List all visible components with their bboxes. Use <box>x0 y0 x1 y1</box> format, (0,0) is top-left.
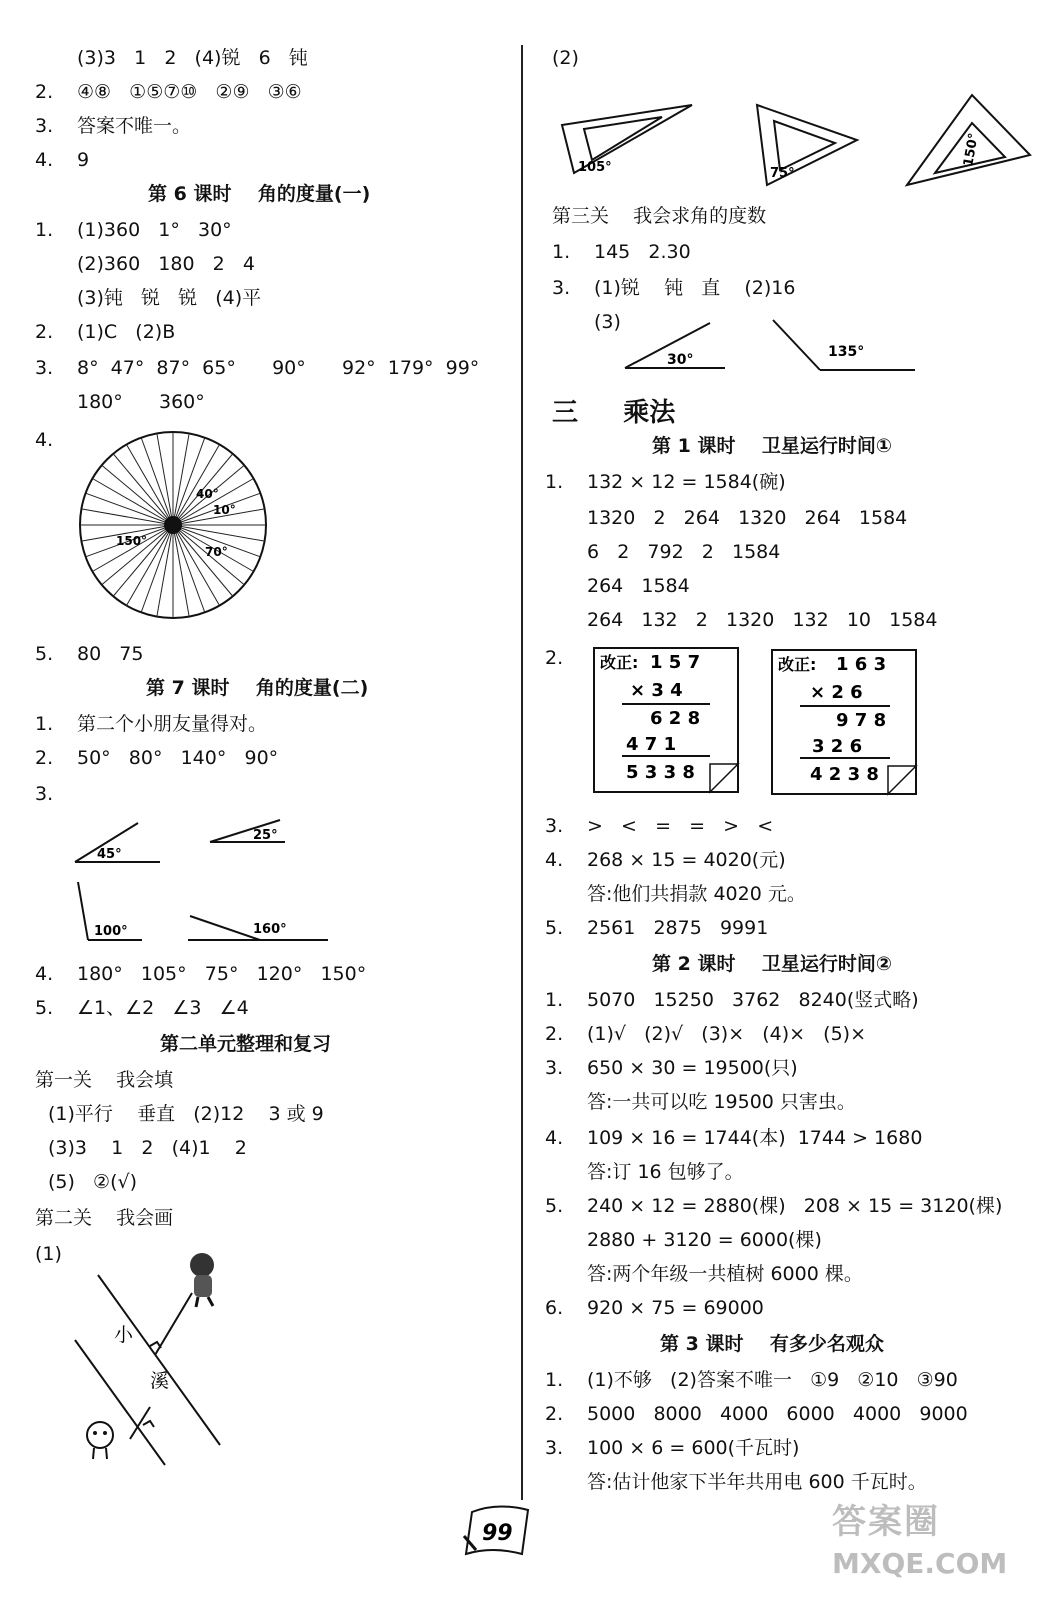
lesson-heading: 第 1 课时 卫星运行时间① <box>652 435 892 457</box>
answer-line: 3. 答案不唯一。 <box>35 115 192 137</box>
svg-text:1 5 7: 1 5 7 <box>650 652 701 673</box>
answer-line: 180° 360° <box>77 391 205 413</box>
angle-label-150: 150° <box>961 131 982 168</box>
answer-line: 3. > < = = > < <box>545 815 774 837</box>
lesson-heading: 第 6 课时 角的度量(一) <box>148 183 371 205</box>
section-title: 第一关 我会填 <box>35 1069 174 1091</box>
column-divider <box>521 45 523 1500</box>
answer-line: (5) ②(√) <box>48 1171 137 1193</box>
answer-line: 6 2 792 2 1584 <box>587 541 781 563</box>
svg-text:4 2 3 8: 4 2 3 8 <box>810 764 879 785</box>
answer-line: 5. ∠1、∠2 ∠3 ∠4 <box>35 997 249 1019</box>
svg-text:6 2 8: 6 2 8 <box>650 708 701 729</box>
answer-line: 4. 109 × 16 = 1744(本) 1744 > 1680 <box>545 1127 923 1149</box>
answer-line: 4. 9 <box>35 149 90 171</box>
svg-text:5 3 3 8: 5 3 3 8 <box>626 762 695 783</box>
answer-line: 4. <box>35 429 54 451</box>
answer-line: 2880 + 3120 = 6000(棵) <box>587 1229 822 1251</box>
answer-line: 3. (1)锐 钝 直 (2)16 <box>552 277 796 299</box>
answer-line: (2) <box>552 47 579 69</box>
answer-line: 2. 5000 8000 4000 6000 4000 9000 <box>545 1403 968 1425</box>
svg-text:3 2 6: 3 2 6 <box>812 736 863 757</box>
svg-text:× 3 4: × 3 4 <box>630 680 683 701</box>
answer-line: 2. <box>545 647 564 669</box>
answer-line: (2)360 180 2 4 <box>77 253 255 275</box>
cartoon-sheep-icon <box>87 1422 113 1459</box>
angle-figures <box>625 318 920 376</box>
creek-label: 小 <box>114 1324 134 1346</box>
answer-line: 答:他们共捐款 4020 元。 <box>587 883 806 905</box>
answer-line: 3. 650 × 30 = 19500(只) <box>545 1057 798 1079</box>
creek-label: 溪 <box>150 1370 170 1392</box>
answer-line: (1) <box>35 1243 62 1265</box>
angle-label-105: 105° <box>578 160 612 175</box>
answer-line: (3) <box>594 311 621 333</box>
answer-line: 1. (1)不够 (2)答案不唯一 ①9 ②10 ③90 <box>545 1369 958 1391</box>
protractor-figure <box>78 430 268 620</box>
answer-line: (1)平行 垂直 (2)12 3 或 9 <box>48 1103 324 1125</box>
section-title: 第三关 我会求角的度数 <box>552 205 767 227</box>
angle-label-70: 70° <box>205 545 228 559</box>
answer-line: 5. 80 75 <box>35 643 144 665</box>
watermark-logo: 答案圈 <box>832 1502 940 1542</box>
answer-line: 2. 50° 80° 140° 90° <box>35 747 279 769</box>
answer-line: (3)3 1 2 (4)锐 6 钝 <box>77 47 308 69</box>
svg-text:9 7 8: 9 7 8 <box>836 710 887 731</box>
answer-line: 264 1584 <box>587 575 690 597</box>
svg-text:改正:: 改正: <box>778 655 817 674</box>
answer-line: 1. 132 × 12 = 1584(碗) <box>545 471 786 493</box>
section-title: 第二关 我会画 <box>35 1207 174 1229</box>
answer-line: 6. 920 × 75 = 69000 <box>545 1297 764 1319</box>
svg-text:改正:: 改正: <box>600 653 639 672</box>
angle-label-100: 100° <box>94 924 128 939</box>
svg-text:1 6 3: 1 6 3 <box>836 654 887 675</box>
angle-label-160: 160° <box>253 922 287 937</box>
answer-line: 5. 2561 2875 9991 <box>545 917 769 939</box>
lesson-heading: 第 2 课时 卫星运行时间② <box>652 953 892 975</box>
answer-line: 答:一共可以吃 19500 只害虫。 <box>587 1091 856 1113</box>
lesson-heading: 第 3 课时 有多少名观众 <box>660 1333 884 1355</box>
answer-line: 1320 2 264 1320 264 1584 <box>587 507 908 529</box>
svg-text:4 7 1: 4 7 1 <box>626 734 677 755</box>
answer-line: 2. (1)√ (2)√ (3)× (4)× (5)× <box>545 1023 867 1045</box>
cartoon-wolf-icon <box>190 1253 214 1307</box>
angle-label-75: 75° <box>770 166 795 181</box>
unit-title: 三 乘法 <box>552 398 676 428</box>
watermark-url: MXQE.COM <box>832 1547 1008 1580</box>
angle-label-25: 25° <box>253 828 278 843</box>
answer-line: 4. 180° 105° 75° 120° 150° <box>35 963 367 985</box>
answer-line: 1. (1)360 1° 30° <box>35 219 232 241</box>
correction-card-1 <box>592 646 742 796</box>
review-heading: 第二单元整理和复习 <box>160 1033 332 1055</box>
answer-line: (3)3 1 2 (4)1 2 <box>48 1137 247 1159</box>
answer-line: 2. (1)C (2)B <box>35 321 176 343</box>
answer-line: 3. 8° 47° 87° 65° 90° 92° 179° 99° <box>35 357 480 379</box>
page-number-badge <box>462 1500 532 1558</box>
watermark <box>832 1500 1042 1592</box>
angle-figures <box>70 820 340 950</box>
page-number: 99 <box>482 1521 513 1546</box>
svg-text:× 2 6: × 2 6 <box>810 682 863 703</box>
answer-line: (3)钝 锐 锐 (4)平 <box>77 287 262 309</box>
correction-card-2 <box>770 648 920 798</box>
answer-line: 1. 5070 15250 3762 8240(竖式略) <box>545 989 919 1011</box>
answer-line: 4. 268 × 15 = 4020(元) <box>545 849 786 871</box>
answer-line: 5. 240 × 12 = 2880(棵) 208 × 15 = 3120(棵) <box>545 1195 1003 1217</box>
answer-line: 1. 第二个小朋友量得对。 <box>35 713 268 735</box>
angle-label-30: 30° <box>667 352 694 368</box>
answer-line: 3. 100 × 6 = 600(千瓦时) <box>545 1437 800 1459</box>
angle-label-45: 45° <box>97 847 122 862</box>
angle-label-150: 150° <box>116 534 148 548</box>
answer-line: 答:两个年级一共植树 6000 棵。 <box>587 1263 863 1285</box>
answer-line: 3. <box>35 783 54 805</box>
answer-line: 答:估计他家下半年共用电 600 千瓦时。 <box>587 1471 927 1493</box>
answer-line: 2. ④⑧ ①⑤⑦⑩ ②⑨ ③⑥ <box>35 81 302 103</box>
answer-line: 264 132 2 1320 132 10 1584 <box>587 609 938 631</box>
angle-label-40: 40° <box>196 487 219 501</box>
lesson-heading: 第 7 课时 角的度量(二) <box>146 677 369 699</box>
set-square-figures <box>552 85 1032 195</box>
creek-figure <box>70 1245 240 1470</box>
angle-label-10: 10° <box>213 503 236 517</box>
answer-line: 答:订 16 包够了。 <box>587 1161 744 1183</box>
angle-label-135: 135° <box>828 344 865 360</box>
answer-line: 1. 145 2.30 <box>552 241 691 263</box>
